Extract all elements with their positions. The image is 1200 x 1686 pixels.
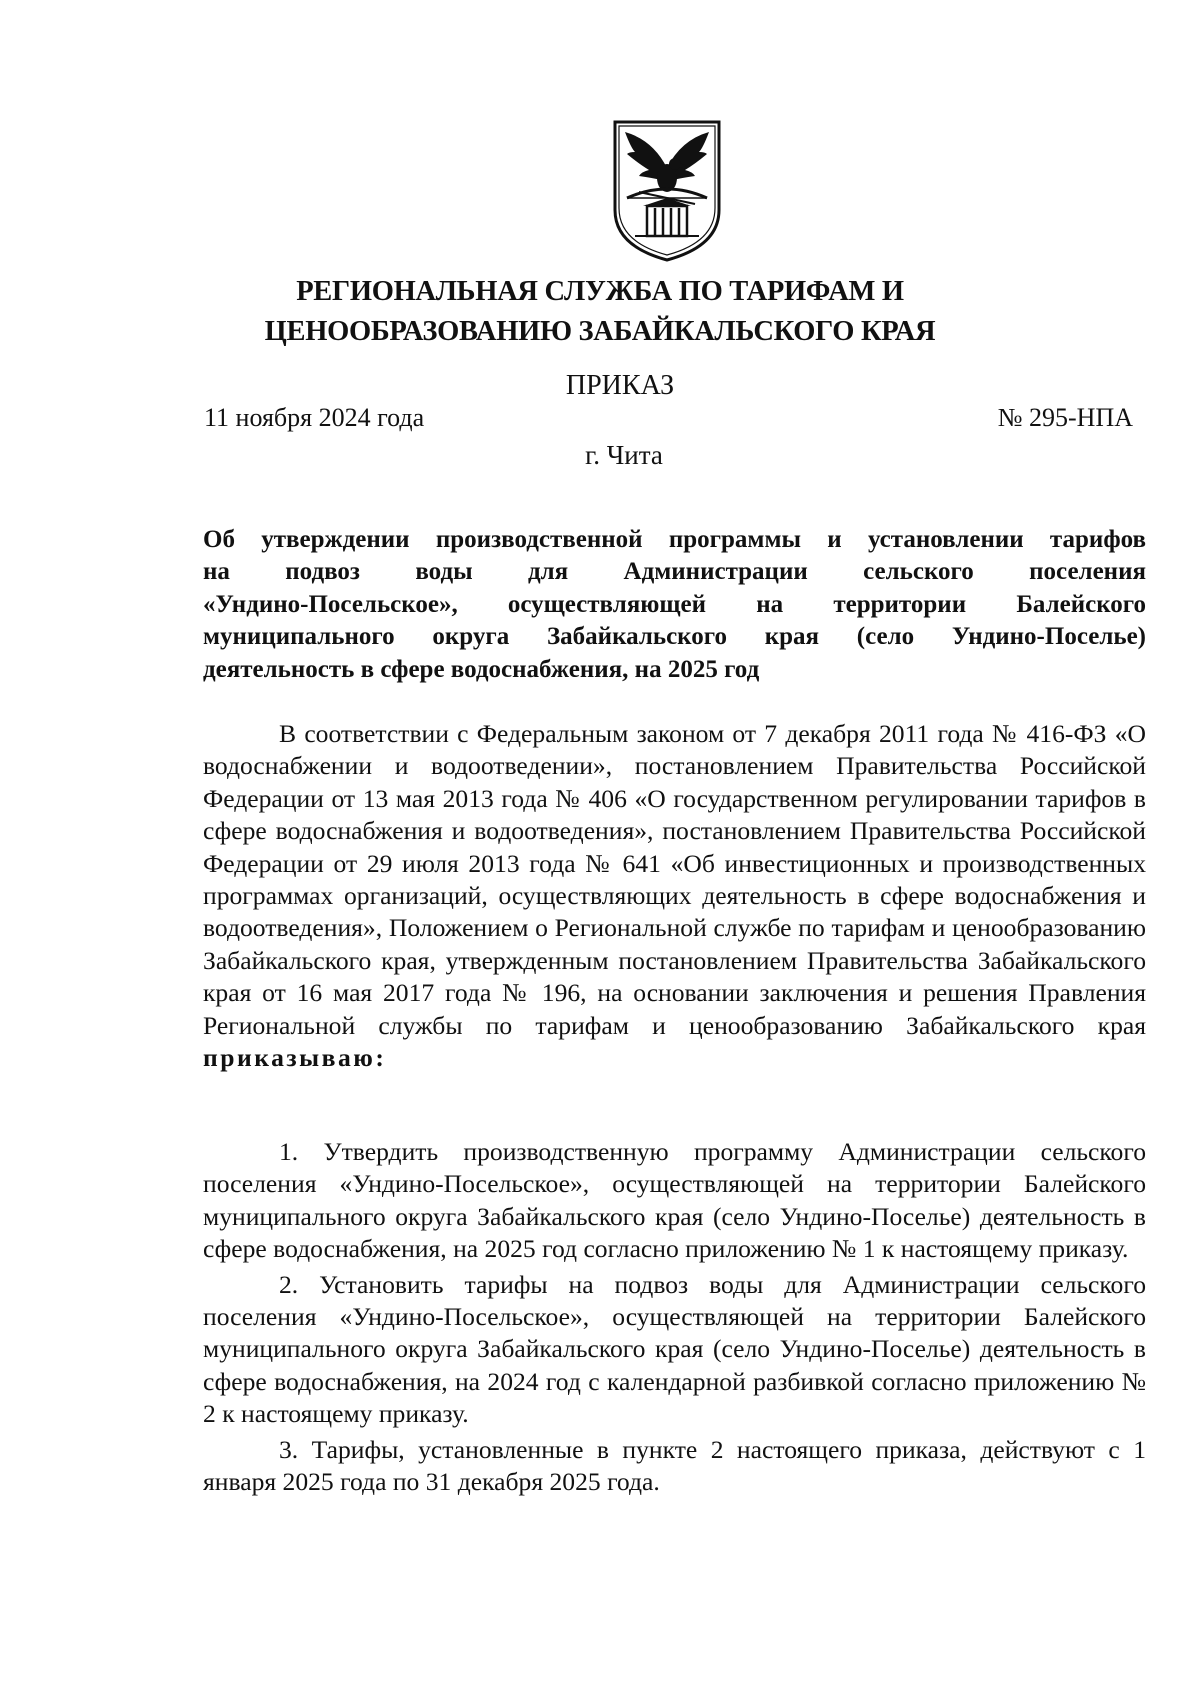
coat-of-arms-emblem	[609, 118, 725, 264]
title-line-1: Об утверждении производственной программы и установлении тарифов	[203, 526, 1146, 553]
document-number: № 295-НПА	[997, 403, 1133, 432]
organization-name-line-2: ЦЕНООБРАЗОВАНИЮ ЗАБАЙКАЛЬСКОГО КРАЯ	[264, 316, 936, 347]
order-items	[203, 1136, 1146, 1501]
title-line-5: деятельность в сфере водоснабжения, на 2025 год	[203, 655, 760, 683]
organization-name	[0, 272, 1200, 352]
document-city: г. Чита	[585, 440, 663, 470]
order-item-3: 3. Тарифы, установленные в пункте 2 настоящего приказа, действуют с 1 января 2025 года по 31 декабря 2025 года.	[203, 1434, 1146, 1497]
document-title	[203, 524, 1146, 686]
title-line-2: на подвоз воды для Администрации сельского поселения	[203, 558, 1146, 586]
preamble-text: В соответствии с Федеральным законом от 7 декабря 2011 года № 416-ФЗ «О водоснабжении и водоотведении», постановлением Правительства Российской Федерации от 13 мая 2013 года № 406 «О государственном регулировании тарифов в сфере водоснабжения и водоотведения», постановлением Правительства Российской Федерации от 29 июля 2013 года № 641 «Об инвестиционных и производственных программах организаций, осуществляющих деятельность в сфере водоснабжения и водоотведения», Положением о Региональной службе по тарифам и ценообразованию Забайкальского края, утвержденным постановлением Правительства Забайкальского края от 16 мая 2017 года № 196, на основании заключения и решения Правления Региональной службы по тарифам и ценообразованию Забайкальского края	[203, 719, 1146, 1040]
order-item-1: 1. Утвердить производственную программу Администрации сельского поселения «Ундино-Посельское», осуществляющей на территории Балейского муниципального округа Забайкальского края (село Ундино-Поселье) деятельность в сфере водоснабжения, на 2025 год согласно приложению № 1 к настоящему приказу.	[203, 1137, 1146, 1264]
document-type: ПРИКАЗ	[565, 370, 675, 401]
title-line-4: муниципального округа Забайкальского края (село Ундино-Поселье)	[203, 623, 1146, 651]
preamble-paragraph	[203, 718, 1146, 1074]
coat-of-arms-icon	[609, 118, 725, 264]
order-item-2: 2. Установить тарифы на подвоз воды для Администрации сельского поселения «Ундино-Посельское», осуществляющей на территории Балейского муниципального округа Забайкальского края (село Ундино-Поселье) деятельность в сфере водоснабжения, на 2024 год с календарной разбивкой согласно приложению № 2 к настоящему приказу.	[203, 1269, 1146, 1429]
organization-name-line-1: РЕГИОНАЛЬНАЯ СЛУЖБА ПО ТАРИФАМ И	[296, 276, 904, 307]
title-line-3: «Ундино-Посельское», осуществляющей на территории Балейского	[203, 590, 1146, 618]
order-keyword: приказываю:	[203, 1043, 387, 1073]
document-date: 11 ноября 2024 года	[204, 403, 425, 432]
